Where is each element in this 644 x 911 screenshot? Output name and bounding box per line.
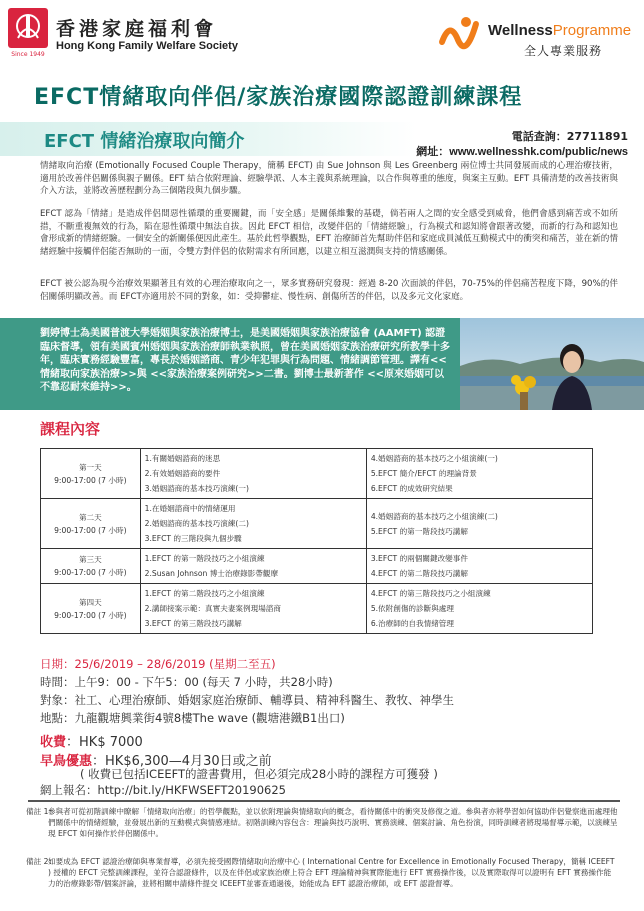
topic-item: 3.EFCT 的三階段與九個步驟 <box>144 534 242 543</box>
intro-paragraph: 情緒取向治療 (Emotionally Focused Couple Therapy，簡稱 EFCT) 由 Sue Johnson 與 Les Greenberg 兩位博士共同發展而成的心理治療技術，適用於改善伴侶關係與親子關係。EFT 結合依附理論、經驗學派、人本主義與系統理論，以合作與尊重的態度，與案主互動。EFT 具備清楚的改善技術與介入方法，並將改善歷程劃分為三個階段與九個步驟。 <box>40 161 618 196</box>
table-row <box>41 449 593 499</box>
topic-item: 4.EFCT 的第三階段技巧之小組演練 <box>370 589 491 598</box>
topic-item: 2.婚姻諮商的基本技巧演練(二) <box>144 519 249 528</box>
instructor-photo <box>460 318 644 410</box>
day-time: 9:00-17:00 (7 小時) <box>54 475 127 485</box>
day-cell <box>41 549 141 584</box>
org-name-zh: 香港家庭福利會 <box>56 18 218 40</box>
table-row <box>41 549 593 584</box>
registration-link[interactable]: 網上報名：http://bit.ly/HKFWSEFT20190625 <box>40 783 286 797</box>
footnote-text: 參與者可從初階訓練中瞭解「情緒取向治療」的哲學觀點，並以依附理論與情緒取向的概念，看待關係中的衝突及修復之道。參與者亦將學習如何協助伴侶覺察進而處理他們關係中的情緒經驗，並發展出新的互動模式與情感連結。初階訓練內容包含：理論與技巧說明、實務演練、個案討論、角色扮演，同時訓練者將現場督導示範，以演練呈現 EFCT 如何操作於伴侶關係中。 <box>48 807 618 838</box>
topic-item: 3.婚姻諮商的基本技巧演練(一) <box>144 484 249 493</box>
topic-item: 2.Susan Johnson 博士治療錄影帶觀摩 <box>144 569 279 578</box>
day-time: 9:00-17:00 (7 小時) <box>54 568 127 577</box>
intro-heading: EFCT 情緒治療取向簡介 <box>44 131 245 152</box>
hkfws-logo <box>8 8 48 58</box>
topic-item: 1.有關婚姻諮商的迷思 <box>144 454 221 463</box>
table-row <box>41 584 593 634</box>
footnote <box>26 806 618 839</box>
table-row <box>41 499 593 549</box>
certificate-note: ( 收費已包括ICEEFT的證書費用，但必須完成28小時的課程方可獲發 ) <box>80 767 438 781</box>
topic-item: 3.EFCT 的第三階段技巧講解 <box>144 619 242 628</box>
topics-left <box>140 499 366 549</box>
topic-item: 1.EFCT 的第二階段技巧之小組演練 <box>144 589 265 598</box>
topic-item: 4.婚姻諮商的基本技巧之小組演練(二) <box>370 511 498 521</box>
early-bird-label: 早鳥優惠 <box>40 754 93 769</box>
topics-right <box>366 584 592 634</box>
early-bird-value: ：HK$6,300—4月30日或之前 <box>92 754 272 769</box>
contact-website[interactable]: 網址：www.wellnesshk.com/public/news <box>416 146 628 158</box>
topics-left <box>140 549 366 584</box>
divider <box>28 800 620 802</box>
footnote-label: 備註 1： <box>26 807 57 816</box>
topics-right <box>366 449 592 499</box>
wellness-programme-title <box>488 22 631 39</box>
topic-item: 6.治療師的自我情緒管理 <box>370 619 454 628</box>
programme-word: Programme <box>552 22 632 39</box>
course-content-heading: 課程內容 <box>40 420 101 438</box>
wellness-logo-icon <box>436 14 484 64</box>
wellness-word: Wellness <box>488 22 553 39</box>
intro-paragraph: EFCT 被公認為現今治療效果顯著且有效的心理治療取向之一，眾多實務研究發現：經過 8-20 次面談的伴侶，70-75%的伴侶痛苦程度下降，90%的伴侶關係明顯改善。而 EFCT亦適用於不同的對象，如：受抑鬱症、慢性病、創傷所苦的伴侶，以及多元文化家庭。 <box>40 279 618 302</box>
topic-item: 5.依附創傷的診斷與處理 <box>370 604 454 613</box>
day-cell <box>41 584 141 634</box>
topics-left <box>140 449 366 499</box>
topics-right <box>366 499 592 549</box>
footnote-text: 如要成為 EFCT 認證治療師與專業督導，必須先接受國際情緒取向治療中心 ( International Centre for Excellence in Emotionally Focused Therapy，簡稱 ICEEFT ) 授權的 EFCT 完整訓練課程，並符合認證條件，以及在伴侶或家族治療上符合 EFT 理論精神與實際能進行 EFT 實務操作後，以及實際取得可以證明有 EFT 實務操作能力的治療錄影帶/個案評論，並將相關申請條件提交 ICEEFT並審查通過後，始能成為 EFT 認證治療師，或 EFT 認證督導。 <box>48 857 615 888</box>
logo-caption: Since 1949 <box>11 51 45 58</box>
topic-item: 2.講師接案示範：真實夫妻案例現場諮商 <box>144 604 281 613</box>
day-time: 9:00-17:00 (7 小時) <box>54 610 127 620</box>
topic-item: 1.EFCT 的第一階段技巧之小組演練 <box>144 554 265 563</box>
topic-item: 5.EFCT 的第一階段技巧講解 <box>370 526 468 536</box>
day-label: 第三天 <box>78 555 102 564</box>
day-label: 第四天 <box>78 597 102 607</box>
footnote <box>26 856 618 889</box>
instructor-bio: 劉婷博士為美國普渡大學婚姻與家族治療博士，是美國婚姻與家族治療協會 (AAMFT) 認證臨床督導，領有美國賓州婚姻與家族治療師執業執照，曾在美國婚姻家族治療研究所教學十多年，臨床實務經驗豐富，專長於婚姻諮商、青少年犯罪與行為問題、情緒調節管理。譯有<<情緒取向家族治療>>與 <<家族治療案例研究>>二書。劉博士最新著作 <<原來婚姻可以不靠忍耐來維持>>。 <box>40 328 450 393</box>
topic-item: 3.EFCT 的兩個關鍵改變事件 <box>370 554 468 563</box>
course-venue: 地點：九龍觀塘興業街4號8樓The wave (觀塘港鐵B1出口) <box>40 711 345 725</box>
topic-item: 2.有效婚姻諮商的要件 <box>144 469 221 478</box>
day-label: 第一天 <box>78 462 102 472</box>
topic-item: 6.EFCT 的成效研究結果 <box>370 484 453 493</box>
fee-value: ：HK$ 7000 <box>66 735 143 750</box>
topics-left <box>140 584 366 634</box>
topic-item: 5.EFCT 簡介/EFCT 的理論背景 <box>370 469 477 478</box>
day-time: 9:00-17:00 (7 小時) <box>54 525 127 535</box>
day-label: 第二天 <box>78 512 102 522</box>
day-cell <box>41 499 141 549</box>
topics-right <box>366 549 592 584</box>
course-schedule-table <box>40 448 593 634</box>
wellness-subtitle: 全人專業服務 <box>524 44 603 58</box>
topic-item: 4.婚姻諮商的基本技巧之小組演練(一) <box>370 454 498 463</box>
course-date: 日期：25/6/2019 – 28/6/2019 (星期二至五) <box>40 657 276 671</box>
intro-paragraph: EFCT 認為「情緒」是造成伴侶間惡性循環的重要關鍵，而「安全感」是關係維繫的基礎，倘若兩人之間的安全感受到威脅，他們會感到痛苦或不如所措，不斷重複無效的行為，陷在惡性循環中無法自拔。因此 EFCT 相信，改變伴侶的「情緒經驗」，行為模式和認知將會跟著改變，而新的行為和認知也會形成新的情緒經驗。一個安全的新關係便因此產生。基於此哲學觀點，EFT 治療師首先幫助伴侶和家庭成員減低互動模式中的衝突和痛苦，並在新的情緒經驗中接觸伴侶能否無助的一面，令雙方對伴侶的依附需求有所回應，以建立相互滋潤與支持的情感關係。 <box>40 209 618 257</box>
topic-item: 4.EFCT 的第二階段技巧講解 <box>370 569 468 578</box>
course-audience: 對象：社工、心理治療師、婚姻家庭治療師、輔導員、精神科醫生、教牧、神學生 <box>40 693 454 707</box>
page-title: EFCT情緒取向伴侶/家族治療國際認證訓練課程 <box>34 85 523 110</box>
day-cell <box>41 449 141 499</box>
fee-label: 收費 <box>40 735 67 750</box>
org-name-en: Hong Kong Family Welfare Society <box>56 40 238 52</box>
course-fee <box>40 731 143 750</box>
topic-item: 1.在婚姻諮商中的情緒運用 <box>144 504 236 513</box>
footnote-label: 備註 2： <box>26 857 57 866</box>
course-time: 時間：上午9：00 - 下午5：00 (每天 7 小時，共28小時) <box>40 675 333 689</box>
contact-phone: 電話查詢：27711891 <box>511 130 628 143</box>
